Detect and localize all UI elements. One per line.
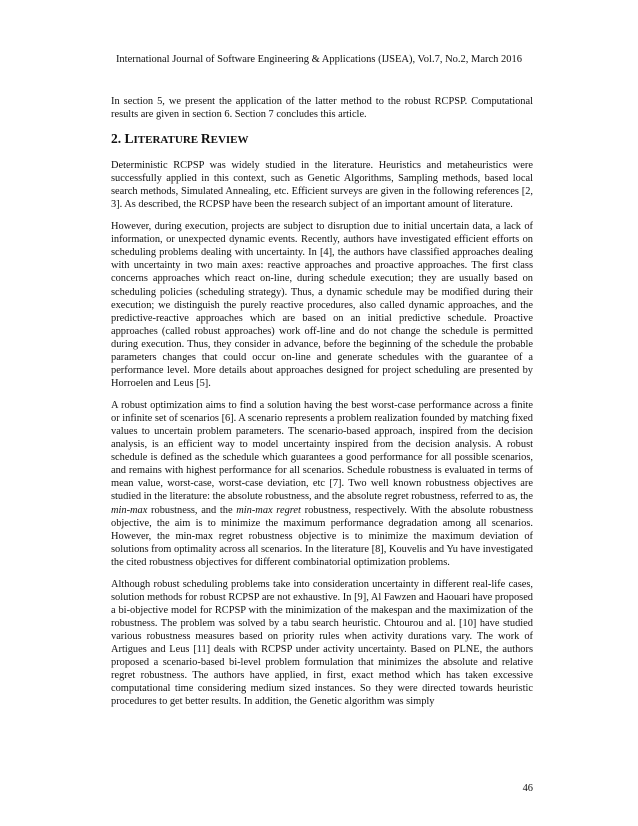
paragraph-deterministic: Deterministic RCPSP was widely studied in the literature. Heuristics and metaheuristics were successfully applied in this context, such as Genetic Algorithms, Sampling methods, based local search methods, Simulated Annealing, etc. Efficient surveys are given in the following references [2, 3]. As described, the RCPSP have been the research subject of an important amount of literature. xyxy=(111,160,533,211)
paragraph-uncertainty: However, during execution, projects are subject to disruption due to initial uncertain data, a lack of information, or unexpected dynamic events. Recently, authors have investigated efficient efforts on scheduling problems dealing with uncertainty. In [4], the authors have classified approaches dealing with uncertainty in two main axes: reactive approaches and proactive approaches. The first class concerns approaches which react on-line, during schedule execution; they are usually based on scheduling policies (scheduling strategy). Thus, a dynamic schedule may be modified during their execution; we distinguish the purely reactive procedures, also called dynamic approaches, and the predictive-reactive approaches which are based on an initial predictive schedule. Proactive approaches (called robust approaches) work off-line and do not change the schedule is permitted during execution. Thus, they consider in advance, before the beginning of the schedule the probable parameters changes that could occur on-line and generate schedules with the guarantee of a performance level. More details about approaches designed for project scheduling are presented by Horroelen and Leus [5]. xyxy=(111,221,533,390)
journal-header: International Journal of Software Engineering & Applications (IJSEA), Vol.7, No.2, March 2016 xyxy=(115,54,523,65)
paragraph-robust-scheduling: Although robust scheduling problems take into consideration uncertainty in different real-life cases, solution methods for robust RCPSP are not exhaustive. In [9], Al Fawzen and Haouari have proposed a bi-objective model for RCPSP with the minimization of the makespan and the maximization of the robustness. The problem was solved by a tabu search heuristic. Chtourou and al. [10] have studied various robustness measures based on priority rules when activity durations vary. The work of Artigues and Leus [11] deals with RCPSP under activity uncertainty. Based on PLNE, the authors proposed a scenario-based bi-level problem formulation that minimizes the absolute and relative regret robustness. The authors have applied, in first, exact method which has taken excessive computational time considering medium sized instances. So they were directed towards heuristic procedures to get better results. In addition, the Genetic algorithm was simply xyxy=(111,578,533,708)
section-title: LITERATURE REVIEW xyxy=(124,131,249,147)
section-number: 2. xyxy=(111,131,122,147)
section-heading xyxy=(111,131,533,148)
page-number: 46 xyxy=(522,783,533,794)
paragraph-robust-optimization: A robust optimization aims to find a solution having the best worst-case performance across a finite or infinite set of scenarios [6]. A scenario represents a problem realization founded by matching fixed values to uncertain problem parameters. The scenario-based approach, inspired from the decision analysis, is an efficient way to model uncertainty inspired from the decision analysis. A robust schedule is defined as the schedule which guarantees a good performance for all possible scenarios, and remains with highest performance for all scenarios. Schedule robustness is evaluated in terms of mean value, worst-case, worst-case deviation, etc [7]. Two well known robustness objectives are studied in the literature: the absolute robustness, and the absolute regret robustness, referred to as, the min-max robustness, and the min-max regret robustness, respectively. With the absolute robustness objective, the aim is to minimize the maximum performance degradation among all scenarios. However, the min-max regret robustness objective is to minimize the maximum deviation of solutions from optimality across all scenarios. In the literature [8], Kouvelis and Yu have investigated the cited robustness objectives for different combinatorial optimization problems. xyxy=(111,399,533,568)
intro-paragraph: In section 5, we present the application of the latter method to the robust RCPSP. Computational results are given in section 6. Section 7 concludes this article. xyxy=(111,96,533,121)
min-max-regret-term: min-max regret xyxy=(236,504,301,516)
page-body xyxy=(111,95,533,717)
min-max-term: min-max xyxy=(111,504,148,516)
